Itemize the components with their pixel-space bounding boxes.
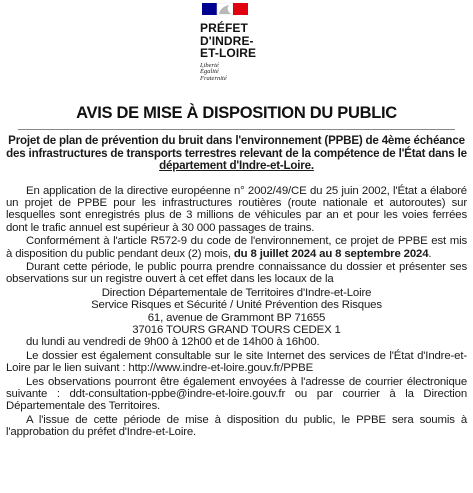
prefecture-name-line: D'INDRE- xyxy=(200,33,254,48)
opening-hours: du lundi au vendredi de 9h00 à 12h00 et de 14h00 à 16h00. xyxy=(26,335,320,348)
paragraph-availability xyxy=(6,235,467,259)
availability-text: Conformément à l'article R572-9 du code de l'environnement, ce projet de PPBE est mis à disposition du public pendant deux (2) mois, xyxy=(6,235,467,260)
motto-line: Fraternité xyxy=(200,75,227,83)
address-line: Direction Départementale de Territoires d'Indre-et-Loire xyxy=(101,287,372,300)
notice-subtitle xyxy=(6,135,467,173)
paragraph-consultation: Durant cette période, le public pourra prendre connaissance du dossier et présenter ses observations sur un registre ouvert à cet effet dans les locaux de la xyxy=(6,261,467,286)
availability-end: . xyxy=(428,247,432,260)
address-line: 37016 TOURS GRAND TOURS CEDEX 1 xyxy=(132,323,341,336)
prefecture-name xyxy=(200,22,290,60)
marianne-logo-icon xyxy=(202,3,248,15)
paragraph-approval: A l'issue de cette période de mise à disposition du public, le PPBE sera soumis à l'approbation du préfet d'Indre-et-Loire. xyxy=(6,413,467,438)
availability-dates: du 8 juillet 2024 au 8 septembre 2024 xyxy=(233,247,429,260)
prefecture-name-line: ET-LOIRE xyxy=(200,46,257,60)
paragraph-email: Les observations pourront être également envoyées à l'adresse de courrier électronique suivante : ddt-consultation-ppbe@indre-et-loire.gouv.fr ou par courrier à la Direction Départementale des Territoires. xyxy=(6,375,467,412)
subtitle-underlined: département d'Indre-et-Loire. xyxy=(159,159,314,173)
title-divider xyxy=(18,129,455,130)
paragraph-directive: En application de la directive européenne n° 2002/49/CE du 25 juin 2002, l'État a élaboré un projet de PPBE pour les infrastructures routières (route nationale et autoroutes) sur lesquelles sont enregistrés plus de 3 millions de véhicules par an et pour les voies ferrées dont le trafic annuel est supérieur à 30 000 passages de trains. xyxy=(6,185,467,234)
prefecture-logo xyxy=(200,2,290,83)
republic-motto xyxy=(200,63,290,83)
address-line: Service Risques et Sécurité / Unité Prévention des Risques xyxy=(91,299,382,312)
subtitle-text: Projet de plan de prévention du bruit dans l'environnement (PPBE) de 4ème échéance des infrastructures de transports terrestres relevant de la compétence de l'État dans le xyxy=(6,134,467,160)
motto-line: Liberté xyxy=(200,61,219,69)
paragraph-website: Le dossier est également consultable sur le site Internet des services de l'État d'Indre-et-Loire par le lien suivant : http://www.indre-et-loire.gouv.fr/PPBE xyxy=(6,349,467,374)
notice-body xyxy=(6,185,467,440)
motto-line: Égalité xyxy=(200,68,219,76)
notice-title: AVIS DE MISE À DISPOSITION DU PUBLIC xyxy=(76,104,397,122)
address-line: 61, avenue de Grammont BP 71655 xyxy=(147,311,326,324)
prefecture-name-line: PRÉFET xyxy=(200,21,248,35)
